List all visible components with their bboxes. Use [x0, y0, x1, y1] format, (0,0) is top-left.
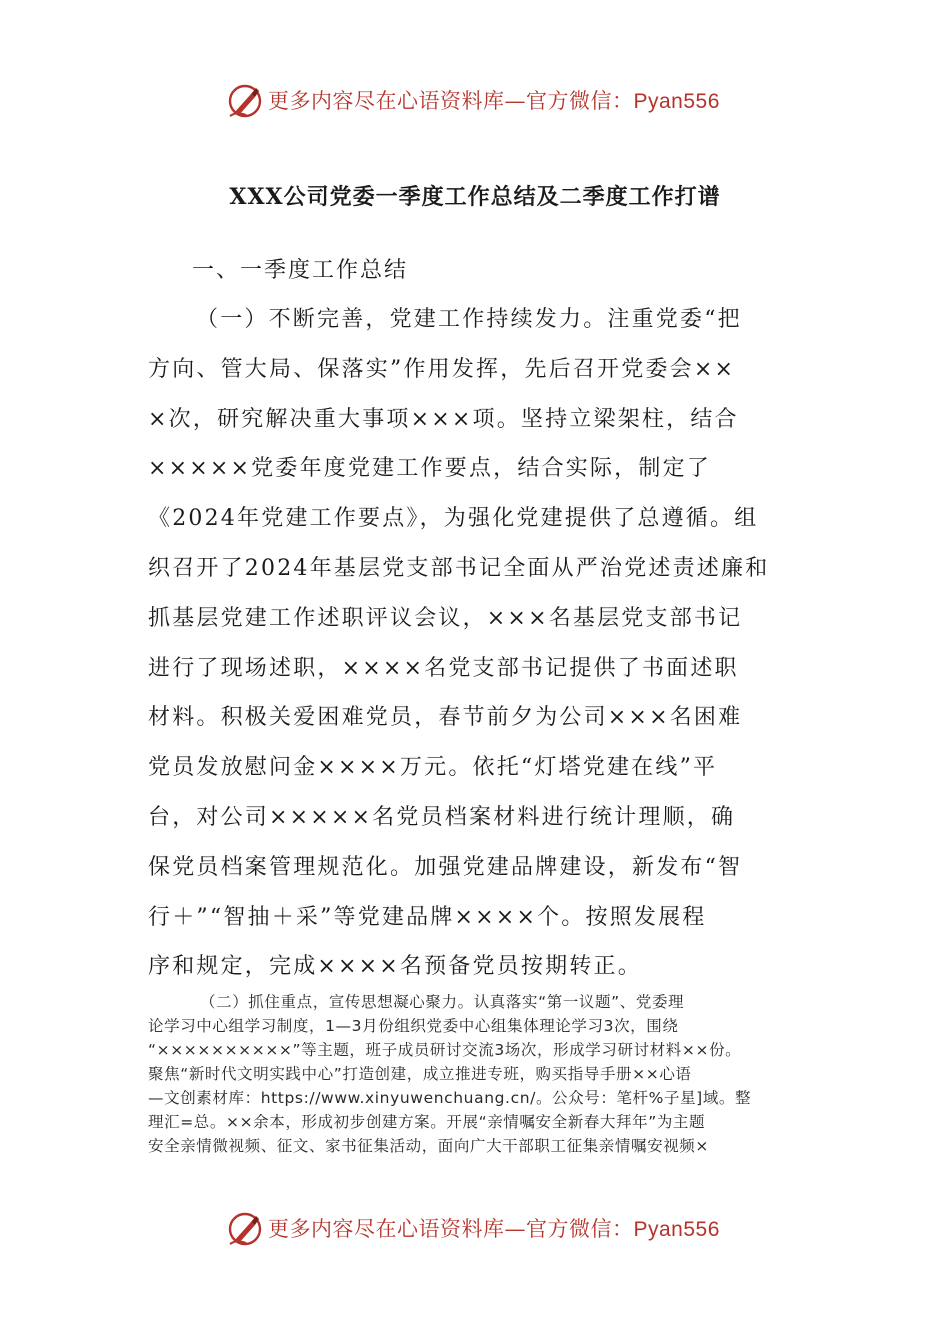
pen-logo-icon — [226, 82, 264, 120]
watermark-text-cn: 更多内容尽在心语资料库—官方微信： — [268, 1217, 634, 1241]
paragraph-line: （二）抓住重点，宣传思想凝心聚力。认真落实“第一议题”、党委理 — [200, 993, 685, 1011]
paragraph-line: 进行了现场述职，××××名党支部书记提供了书面述职 — [148, 655, 739, 681]
section-2-paragraph — [148, 990, 816, 1158]
paragraph-line: ×次，研究解决重大事项×××项。坚持立梁架柱，结合 — [148, 406, 739, 432]
watermark-wechat-id: Pyan556 — [633, 90, 720, 113]
paragraph-line: 保党员档案管理规范化。加强党建品牌建设，新发布“智 — [148, 854, 743, 880]
paragraph-line: （一）不断完善，党建工作持续发力。注重党委“把 — [196, 307, 742, 332]
paragraph-line: 抓基层党建工作述职评议会议，×××名基层党支部书记 — [148, 605, 743, 631]
paragraph-line: —文创素材库：https://www.xinyuwenchuang.cn/。公众号：笔杆%子星]域。整 — [148, 1089, 752, 1107]
watermark-banner-bottom — [0, 1210, 950, 1250]
watermark-text-cn: 更多内容尽在心语资料库—官方微信： — [268, 89, 634, 113]
paragraph-line: 安全亲情微视频、征文、家书征集活动，面向广大干部职工征集亲情嘱安视频× — [148, 1137, 709, 1155]
watermark-text — [268, 1215, 720, 1244]
paragraph-line: 论学习中心组学习制度，1—3月份组织党委中心组集体理论学习3次，围绕 — [148, 1017, 679, 1035]
pen-logo-icon — [226, 1210, 264, 1248]
paragraph-line: “××××××××××”等主题，班子成员研讨交流3场次，形成学习研讨材料××份。 — [148, 1041, 742, 1059]
paragraph-line: 理汇=总。××余本，形成初步创建方案。开展“亲情嘱安全新春大拜年”为主题 — [148, 1113, 706, 1131]
paragraph-line: ×××××党委年度党建工作要点，结合实际，制定了 — [148, 456, 711, 482]
section-1-paragraph — [148, 295, 798, 992]
paragraph-line: 织召开了2024年基层党支部书记全面从严治党述责述廉和 — [148, 555, 770, 581]
section-heading: 一、一季度工作总结 — [192, 258, 409, 283]
paragraph-line: 台，对公司×××××名党员档案材料进行统计理顺，确 — [148, 804, 736, 830]
paragraph-line: 序和规定，完成××××名预备党员按期转正。 — [148, 954, 642, 980]
paragraph-line: 党员发放慰问金××××万元。依托“灯塔党建在线”平 — [148, 755, 718, 781]
paragraph-line: 行＋”“智抽＋采”等党建品牌××××个。按照发展程 — [148, 904, 707, 930]
paragraph-line: 方向、管大局、保落实”作用发挥，先后召开党委会×× — [148, 356, 736, 382]
watermark-wechat-id: Pyan556 — [633, 1218, 720, 1241]
paragraph-line: 《2024年党建工作要点》，为强化党建提供了总遵循。组 — [148, 506, 759, 532]
paragraph-line: 材料。积极关爱困难党员，春节前夕为公司×××名困难 — [148, 705, 743, 731]
document-title: XXX公司党委一季度工作总结及二季度工作打谱 — [229, 184, 721, 210]
watermark-text — [268, 87, 720, 116]
watermark-banner-top — [0, 82, 950, 122]
paragraph-line: 聚焦“新时代文明实践中心”打造创建，成立推进专班，购买指导手册××心语 — [148, 1065, 692, 1083]
